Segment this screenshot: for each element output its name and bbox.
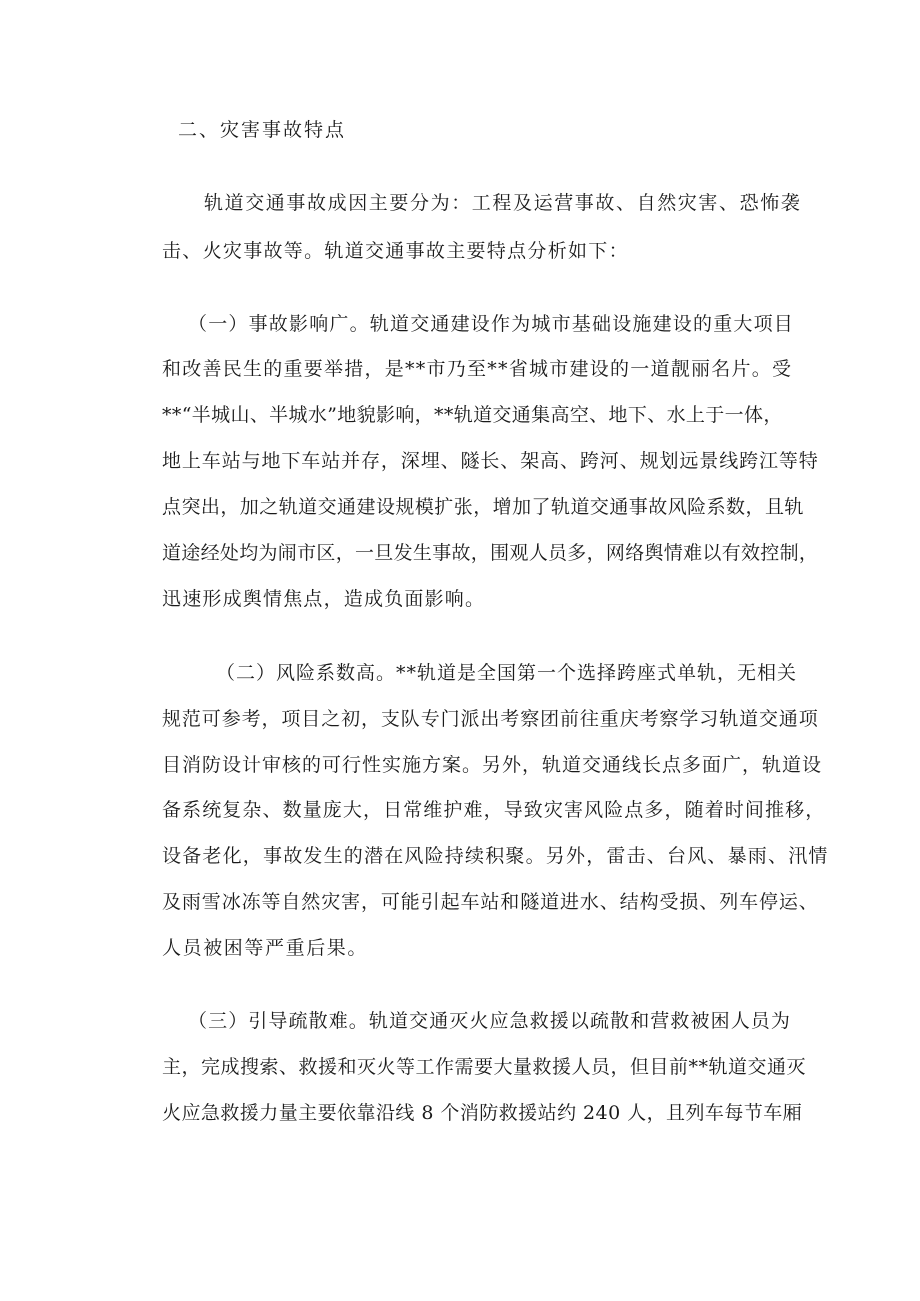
paragraph-line: **“半城山、半城水”地貌影响，**轨道交通集高空、地下、水上于一体， <box>162 404 783 426</box>
paragraph-line: 道途经处均为闹市区，一旦发生事故，围观人员多，网络舆情难以有效控制， <box>162 542 819 564</box>
paragraph-line: 轨道交通事故成因主要分为：工程及运营事故、自然灾害、恐怖袭 <box>204 192 802 214</box>
paragraph-line: 备系统复杂、数量庞大，日常维护难，导致灾害风险点多，随着时间推移， <box>162 799 826 821</box>
paragraph-line: （三）引导疏散难。轨道交通灭火应急救援以疏散和营救被困人员为 <box>188 1010 792 1032</box>
paragraph-line: 迅速形成舆情焦点，造成负面影响。 <box>162 588 486 610</box>
paragraph-line: （二）风险系数高。**轨道是全国第一个选择跨座式单轨，无相关 <box>216 662 798 684</box>
paragraph-line: 及雨雪冰冻等自然灾害，可能引起车站和隧道进水、结构受损、列车停运、 <box>162 891 819 913</box>
paragraph-line: 点突出，加之轨道交通建设规模扩张，增加了轨道交通事故风险系数，且轨 <box>162 496 804 518</box>
paragraph-line: （一）事故影响广。轨道交通建设作为城市基础设施建设的重大项目 <box>188 313 795 335</box>
paragraph-line: 设备老化，事故发生的潜在风险持续积聚。另外，雷击、台风、暴雨、汛情 <box>162 845 829 867</box>
paragraph-line: 地上车站与地下车站并存，深埋、隧长、架高、跨河、规划远景线跨江等特 <box>162 450 819 472</box>
paragraph-line: 和改善民生的重要举措，是**市乃至**省城市建设的一道靓丽名片。受 <box>162 358 793 380</box>
paragraph-line: 目消防设计审核的可行性实施方案。另外，轨道交通线长点多面广，轨道设 <box>162 754 823 776</box>
paragraph-line: 人员被困等严重后果。 <box>162 937 369 959</box>
paragraph-line: 火应急救援力量主要依靠沿线 8 个消防救援站约 240 人，且列车每节车厢 <box>162 1102 803 1124</box>
section-heading: 二、灾害事故特点 <box>178 119 347 141</box>
paragraph-line: 击、火灾事故等。轨道交通事故主要特点分析如下： <box>162 240 629 262</box>
paragraph-line: 主，完成搜索、救援和灭火等工作需要大量救援人员，但目前**轨道交通灭 <box>162 1056 807 1078</box>
paragraph-line: 规范可参考，项目之初，支队专门派出考察团前往重庆考察学习轨道交通项 <box>162 708 819 730</box>
